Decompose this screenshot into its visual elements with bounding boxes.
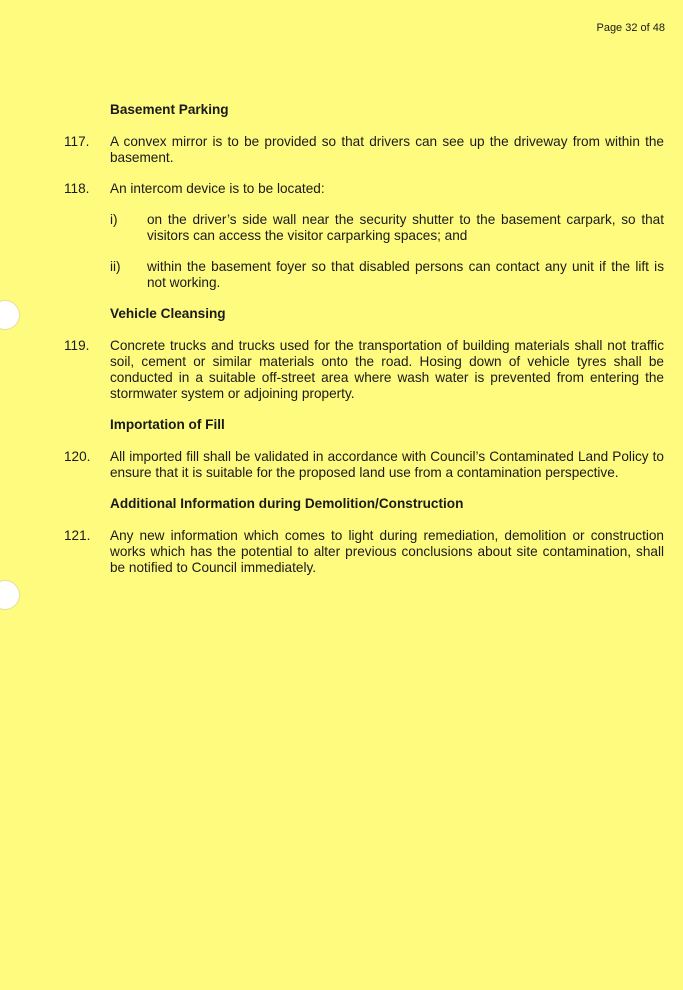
paragraph-text: Concrete trucks and trucks used for the transportation of building materials shall not traffic soil, cement or similar materials onto the road. Hosing down of vehicle tyres shall be conducted in a suitable off-street area where wash water is prevented from entering the stormwater system or adjoining property. [110, 338, 664, 401]
paragraph-118 [64, 181, 664, 197]
paragraph-text: All imported fill shall be validated in accordance with Council’s Contaminated Land Policy to ensure that it is suitable for the proposed land use from a contamination perspective. [110, 449, 664, 480]
sub-item-text: within the basement foyer so that disabled persons can contact any unit if the lift is not working. [147, 259, 664, 290]
document-body [64, 102, 664, 591]
paragraph-117 [64, 134, 664, 166]
paragraph-number: 118. [64, 181, 90, 196]
paragraph-text: An intercom device is to be located: [110, 181, 325, 196]
paragraph-number: 120. [64, 449, 91, 464]
sub-item-i [110, 212, 664, 244]
paragraph-text: A convex mirror is to be provided so that drivers can see up the driveway from within the basement. [110, 134, 664, 165]
paragraph-text: Any new information which comes to light during remediation, demolition or construction works which has the potential to alter previous conclusions about site contamination, shall be notified to Council immediately. [110, 528, 664, 575]
paragraph-120 [64, 449, 664, 481]
sub-item-ii [110, 259, 664, 291]
paragraph-number: 119. [64, 338, 90, 353]
page-number: Page 32 of 48 [596, 22, 665, 34]
section-heading-importation-of-fill: Importation of Fill [110, 417, 225, 432]
paragraph-119 [64, 338, 664, 402]
sub-item-text: on the driver’s side wall near the security shutter to the basement carpark, so that visitors can access the visitor carparking spaces; and [147, 212, 664, 243]
sub-item-number: i) [110, 212, 118, 227]
punch-hole [0, 580, 20, 610]
section-heading-vehicle-cleansing: Vehicle Cleansing [110, 306, 226, 321]
section-heading-basement-parking: Basement Parking [110, 102, 229, 117]
paragraph-number: 121. [64, 528, 91, 543]
paragraph-number: 117. [64, 134, 90, 149]
section-heading-additional-information: Additional Information during Demolition/Construction [110, 496, 464, 511]
punch-hole [0, 300, 20, 330]
sub-item-number: ii) [110, 259, 121, 274]
paragraph-121 [64, 528, 664, 576]
